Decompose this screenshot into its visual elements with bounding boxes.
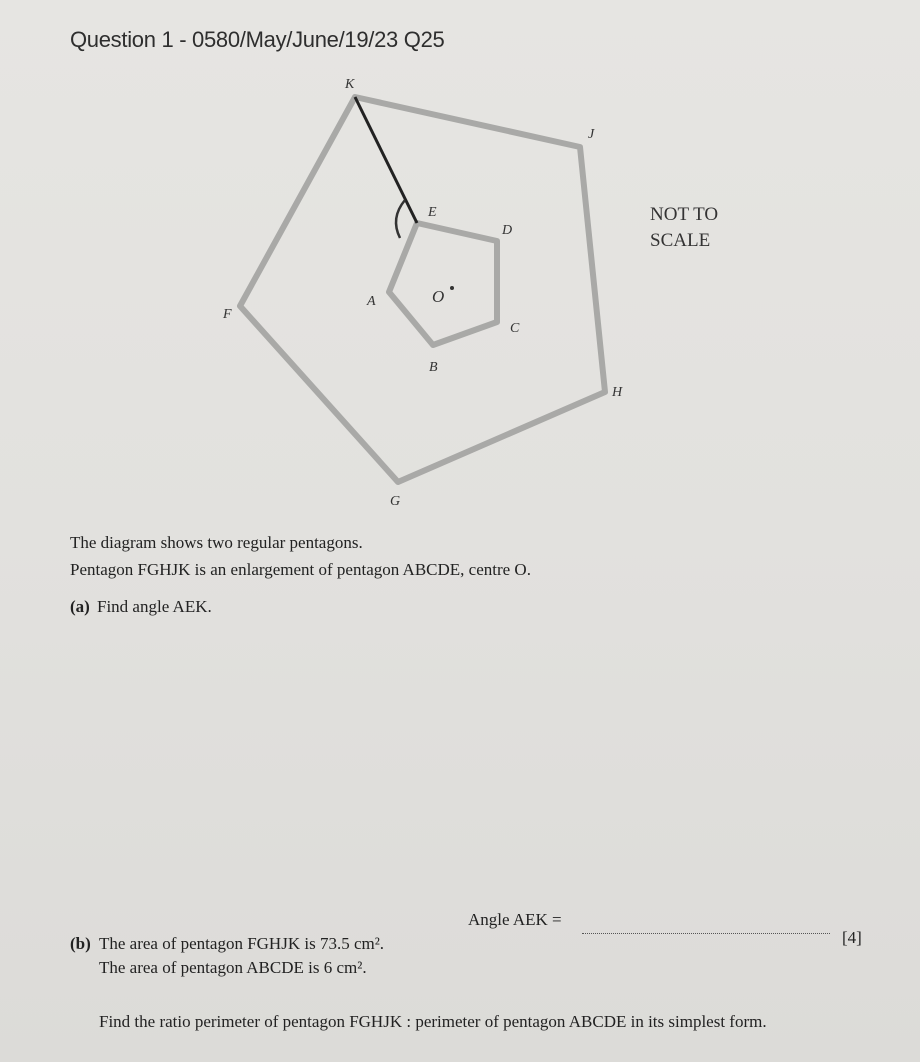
label-o: O [432,287,445,306]
label-a: A [367,294,376,309]
label-h: H [612,385,623,400]
intro-line-2: Pentagon FGHJK is an enlargement of pentagon ABCDE, centre O. [70,560,531,579]
label-g: G [390,494,401,509]
label-j: J [588,127,595,142]
pentagon-fghjk [240,97,605,482]
part-b-number: (b) [70,934,91,953]
part-a-number: (a) [70,597,90,616]
label-d: D [502,223,513,238]
angle-aek-arc [396,200,405,238]
part-b-line-2: The area of pentagon ABCDE is 6 cm². [99,958,367,977]
marks-a: [4] [842,928,862,947]
part-b-line-1: The area of pentagon FGHJK is 73.5 cm². [99,934,385,953]
not-to-scale-line1: NOT TO [650,204,719,225]
label-b: B [429,360,438,375]
label-c: C [510,321,520,336]
centre-o-dot [450,286,454,290]
label-f: F [223,307,232,322]
part-b-line-3: Find the ratio perimeter of pentagon FGHJK : perimeter of pentagon ABCDE in its simplest form. [99,1012,767,1031]
line-ke [355,97,417,223]
part-a-question: Find angle AEK. [97,597,212,616]
intro-line-1: The diagram shows two regular pentagons. [70,533,363,552]
label-e: E [428,205,437,220]
label-k: K [345,77,355,92]
answer-label-a: Angle AEK = [468,910,562,929]
not-to-scale-note [650,202,718,254]
answer-line-a[interactable] [582,933,830,934]
question-header: Question 1 - 0580/May/June/19/23 Q25 [70,27,445,52]
not-to-scale-line2: SCALE [650,230,711,251]
pentagon-abcde [389,223,497,345]
